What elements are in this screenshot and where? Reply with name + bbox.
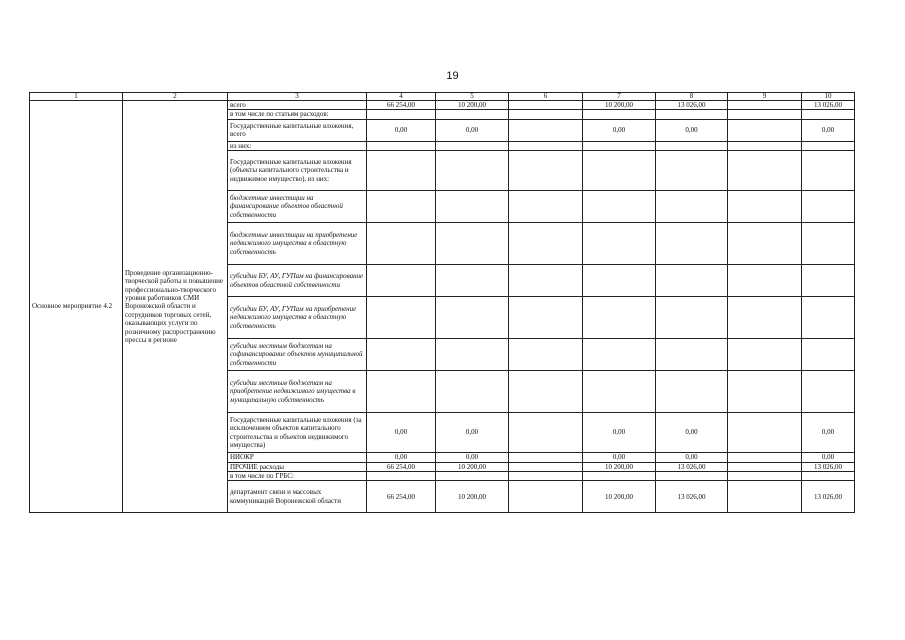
value-cell <box>509 297 583 339</box>
value-cell <box>656 141 728 150</box>
header-cell: 7 <box>583 93 656 101</box>
value-cell <box>583 471 656 480</box>
value-cell <box>656 339 728 371</box>
value-cell <box>509 453 583 462</box>
value-cell: 13 026,00 <box>656 481 728 513</box>
value-cell <box>656 371 728 413</box>
value-cell: 13 026,00 <box>802 481 855 513</box>
value-cell <box>802 471 855 480</box>
value-cell <box>802 151 855 191</box>
value-cell <box>728 413 802 453</box>
value-cell <box>728 119 802 141</box>
value-cell <box>728 141 802 150</box>
value-cell <box>436 191 509 223</box>
value-cell: 66 254,00 <box>367 101 436 110</box>
value-cell: 0,00 <box>583 413 656 453</box>
value-cell: 0,00 <box>367 453 436 462</box>
value-cell: 10 200,00 <box>583 481 656 513</box>
value-cell: 10 200,00 <box>436 462 509 471</box>
value-cell <box>509 223 583 265</box>
value-cell <box>802 223 855 265</box>
value-cell <box>367 191 436 223</box>
budget-table <box>29 92 855 513</box>
row-label: бюджетные инвестиции на приобретение недвижимого имущества в областную собственность <box>228 223 367 265</box>
value-cell <box>583 191 656 223</box>
value-cell <box>728 339 802 371</box>
row-label: Государственные капитальные вложения (объекты капитального строительства и недвижимое имущество), из них: <box>228 151 367 191</box>
value-cell <box>436 371 509 413</box>
value-cell <box>728 191 802 223</box>
row-label: субсидии местным бюджетам на софинансирование объектов муниципальной собственности <box>228 339 367 371</box>
value-cell <box>367 265 436 297</box>
header-cell: 8 <box>656 93 728 101</box>
value-cell <box>802 141 855 150</box>
value-cell <box>728 471 802 480</box>
value-cell <box>436 141 509 150</box>
value-cell <box>583 339 656 371</box>
row-label: субсидии БУ, АУ, ГУПам на финансирование объектов областной собственности <box>228 265 367 297</box>
value-cell <box>436 265 509 297</box>
value-cell <box>436 223 509 265</box>
value-cell <box>802 371 855 413</box>
value-cell <box>509 191 583 223</box>
header-cell: 1 <box>30 93 123 101</box>
header-cell: 3 <box>228 93 367 101</box>
value-cell <box>656 191 728 223</box>
value-cell <box>656 265 728 297</box>
row-label: ПРОЧИЕ расходы <box>228 462 367 471</box>
value-cell: 10 200,00 <box>583 101 656 110</box>
row-label: из них: <box>228 141 367 150</box>
value-cell: 0,00 <box>656 119 728 141</box>
value-cell <box>802 297 855 339</box>
value-cell <box>728 101 802 110</box>
value-cell <box>728 265 802 297</box>
value-cell <box>656 471 728 480</box>
value-cell <box>728 481 802 513</box>
value-cell: 0,00 <box>656 413 728 453</box>
row-label: департамент связи и массовых коммуникаций Воронежской области <box>228 481 367 513</box>
value-cell <box>367 151 436 191</box>
row-label: субсидии БУ, АУ, ГУПам на приобретение недвижимого имущества в областную собственность <box>228 297 367 339</box>
value-cell <box>509 141 583 150</box>
value-cell <box>367 339 436 371</box>
value-cell: 10 200,00 <box>436 101 509 110</box>
value-cell <box>583 371 656 413</box>
value-cell <box>367 110 436 119</box>
value-cell <box>728 371 802 413</box>
row-label: субсидии местным бюджетам на приобретение недвижимого имущества в муниципальную собственность <box>228 371 367 413</box>
header-row <box>30 93 855 101</box>
value-cell <box>367 471 436 480</box>
value-cell <box>802 191 855 223</box>
value-cell <box>656 151 728 191</box>
value-cell <box>509 339 583 371</box>
value-cell: 13 026,00 <box>802 101 855 110</box>
value-cell: 13 026,00 <box>656 101 728 110</box>
row-label: Государственные капитальные вложения (за исключением объектов капитального строительства и объектов недвижимого имущества) <box>228 413 367 453</box>
value-cell <box>583 223 656 265</box>
value-cell <box>436 110 509 119</box>
value-cell <box>583 151 656 191</box>
value-cell <box>509 110 583 119</box>
header-cell: 4 <box>367 93 436 101</box>
header-cell: 10 <box>802 93 855 101</box>
value-cell <box>436 297 509 339</box>
value-cell <box>728 110 802 119</box>
value-cell: 13 026,00 <box>802 462 855 471</box>
value-cell <box>583 110 656 119</box>
value-cell <box>802 110 855 119</box>
value-cell: 0,00 <box>656 453 728 462</box>
value-cell: 0,00 <box>802 119 855 141</box>
value-cell <box>509 151 583 191</box>
value-cell <box>656 223 728 265</box>
value-cell: 66 254,00 <box>367 462 436 471</box>
value-cell: 10 200,00 <box>436 481 509 513</box>
value-cell: 0,00 <box>367 413 436 453</box>
value-cell <box>583 141 656 150</box>
value-cell <box>583 265 656 297</box>
value-cell <box>656 297 728 339</box>
value-cell: 0,00 <box>436 413 509 453</box>
value-cell <box>367 223 436 265</box>
value-cell <box>367 297 436 339</box>
event-description: Проведение организационно-творческой работы и повышение профессионально-творческого уровня работников СМИ Воронежской области и сотрудников торговых сетей, оказывающих услуги по розничному распространению прессы в регионе <box>123 101 228 513</box>
row-label: бюджетные инвестиции на финансирование объектов областной собственности <box>228 191 367 223</box>
value-cell <box>656 110 728 119</box>
table-row <box>30 101 855 110</box>
value-cell <box>509 462 583 471</box>
value-cell <box>509 101 583 110</box>
value-cell <box>728 223 802 265</box>
value-cell <box>436 151 509 191</box>
value-cell <box>509 371 583 413</box>
header-cell: 6 <box>509 93 583 101</box>
row-label: НИОКР <box>228 453 367 462</box>
value-cell <box>728 453 802 462</box>
header-cell: 5 <box>436 93 509 101</box>
value-cell <box>728 297 802 339</box>
value-cell <box>509 481 583 513</box>
value-cell: 13 026,00 <box>656 462 728 471</box>
row-label: Государственные капитальные вложения, всего <box>228 119 367 141</box>
value-cell: 0,00 <box>802 413 855 453</box>
value-cell: 66 254,00 <box>367 481 436 513</box>
row-label: всего <box>228 101 367 110</box>
value-cell <box>436 339 509 371</box>
value-cell <box>583 297 656 339</box>
header-cell: 2 <box>123 93 228 101</box>
value-cell <box>509 119 583 141</box>
value-cell <box>509 413 583 453</box>
value-cell <box>802 339 855 371</box>
value-cell: 0,00 <box>367 119 436 141</box>
value-cell <box>509 471 583 480</box>
value-cell <box>367 141 436 150</box>
event-title: Основное мероприятие 4.2 <box>30 101 123 513</box>
value-cell <box>367 371 436 413</box>
row-label: в том числе по ГРБС: <box>228 471 367 480</box>
page-number: 19 <box>446 70 459 82</box>
value-cell: 0,00 <box>802 453 855 462</box>
row-label: в том числе по статьям расходов: <box>228 110 367 119</box>
value-cell: 10 200,00 <box>583 462 656 471</box>
value-cell <box>802 265 855 297</box>
value-cell: 0,00 <box>583 119 656 141</box>
value-cell <box>728 462 802 471</box>
value-cell <box>436 471 509 480</box>
value-cell: 0,00 <box>583 453 656 462</box>
value-cell: 0,00 <box>436 453 509 462</box>
header-cell: 9 <box>728 93 802 101</box>
value-cell <box>509 265 583 297</box>
value-cell <box>728 151 802 191</box>
value-cell: 0,00 <box>436 119 509 141</box>
